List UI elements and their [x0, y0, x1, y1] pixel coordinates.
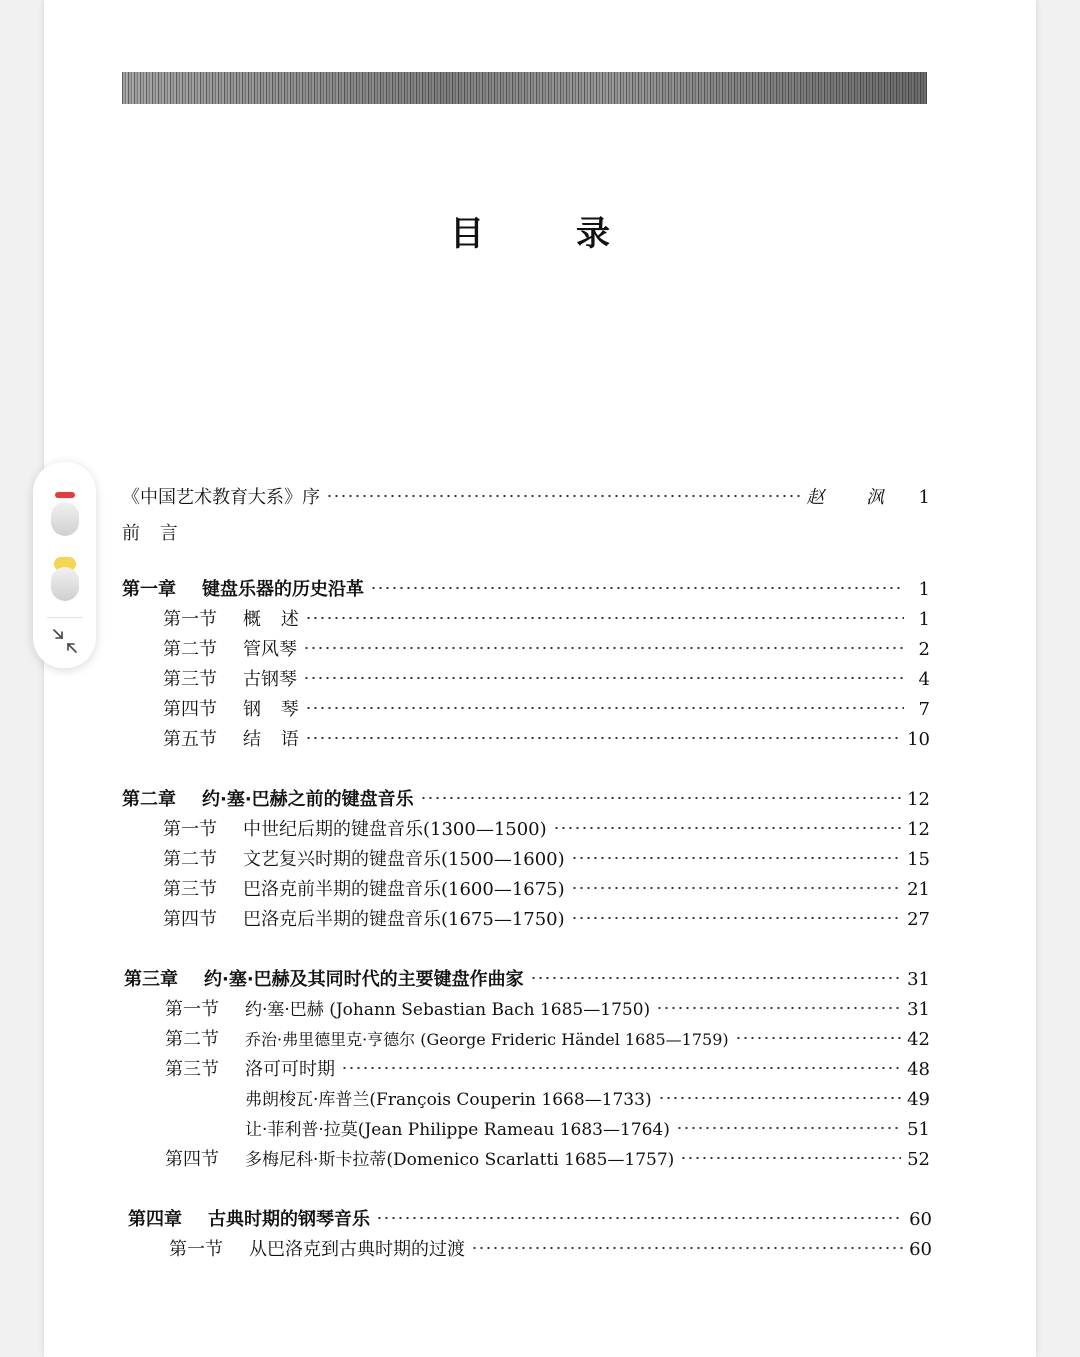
toc-entry-label: 中世纪后期的键盘音乐(1300—1500) — [243, 819, 547, 840]
toc-entry-num: 第四节 — [163, 699, 217, 720]
toc-section[interactable] — [163, 698, 930, 722]
leader-dots — [305, 733, 901, 743]
toc-entry-page: 4 — [918, 669, 930, 690]
toc-entry-label: 《中国艺术教育大系》序 — [122, 487, 320, 508]
toc-section[interactable] — [163, 818, 930, 842]
toc-chapter-3[interactable] — [124, 968, 930, 992]
toc-entry-page: 52 — [907, 1149, 930, 1170]
toc-entry-label: 约·塞·巴赫及其同时代的主要键盘作曲家 — [204, 969, 524, 990]
toc-entry-label: 前 言 — [122, 523, 178, 544]
toc-entry-label: 结 语 — [243, 729, 299, 750]
toc-entry-page: 21 — [907, 879, 930, 900]
leader-dots — [376, 1213, 903, 1223]
leader-dots — [303, 673, 904, 683]
leader-dots — [571, 853, 901, 863]
toc-entry-num: 第四章 — [128, 1209, 182, 1230]
toc-section[interactable] — [165, 998, 930, 1022]
toc-entry-label: 巴洛克后半期的键盘音乐(1675—1750) — [243, 909, 565, 930]
toc-section[interactable] — [165, 1058, 930, 1082]
toc-entry-page: 31 — [907, 999, 930, 1020]
toc-entry-page: 27 — [907, 909, 930, 930]
leader-dots — [571, 883, 901, 893]
leader-dots — [305, 613, 904, 623]
toc-entry-num: 第五节 — [163, 729, 217, 750]
red-cap-bottle-icon[interactable] — [45, 492, 85, 538]
toc-entry-label: 文艺复兴时期的键盘音乐(1500—1600) — [243, 849, 565, 870]
toc-section[interactable] — [165, 1148, 930, 1172]
toc-title-char-2: 录 — [576, 213, 610, 254]
leader-dots — [658, 1093, 902, 1103]
toc-entry-label: 约·塞·巴赫之前的键盘音乐 — [202, 789, 414, 810]
toc-section[interactable] — [165, 1028, 930, 1052]
toc-section[interactable] — [163, 878, 930, 902]
toc-entry-page: 60 — [909, 1239, 932, 1260]
toc-entry-page: 7 — [918, 699, 930, 720]
toc-entry-preface[interactable] — [122, 486, 930, 510]
toc-section[interactable] — [163, 908, 930, 932]
toc-entry-num: 第一节 — [163, 609, 217, 630]
toc-entry-page: 60 — [909, 1209, 932, 1230]
leader-dots — [676, 1123, 901, 1133]
toc-section[interactable] — [169, 1238, 932, 1262]
toc-entry-num: 第二节 — [163, 639, 217, 660]
toc-subsection[interactable] — [245, 1088, 930, 1112]
toc-entry-foreword[interactable] — [122, 522, 322, 546]
toc-entry-num: 第一章 — [122, 579, 176, 600]
toc-chapter-1[interactable] — [122, 578, 930, 602]
toc-entry-label: 洛可可时期 — [245, 1059, 335, 1080]
toc-entry-page: 12 — [907, 789, 930, 810]
toc-entry-num: 第二节 — [163, 849, 217, 870]
toc-entry-num: 第三节 — [163, 669, 217, 690]
toc-entry-page: 12 — [907, 819, 930, 840]
bottle-body — [51, 567, 79, 601]
toc-entry-page: 10 — [907, 729, 930, 750]
toc-section[interactable] — [163, 848, 930, 872]
bottle-body — [51, 502, 79, 536]
leader-dots — [571, 913, 901, 923]
toc-entry-label: 多梅尼科·斯卡拉蒂(Domenico Scarlatti 1685—1757) — [245, 1150, 675, 1170]
toc-entry-label: 从巴洛克到古典时期的过渡 — [249, 1239, 465, 1260]
red-cap — [55, 492, 75, 498]
toc-entry-label: 管风琴 — [243, 639, 297, 660]
toc-entry-label: 古钢琴 — [243, 669, 297, 690]
leader-dots — [656, 1003, 901, 1013]
toc-entry-num: 第二节 — [165, 1029, 219, 1050]
leader-dots — [471, 1243, 903, 1253]
toc-title-char-1: 目 — [450, 213, 484, 254]
toc-entry-num: 第一节 — [169, 1239, 223, 1260]
toc-entry-page: 49 — [907, 1089, 930, 1110]
toc-entry-label: 古典时期的钢琴音乐 — [208, 1209, 370, 1230]
leader-dots — [735, 1033, 901, 1043]
toc-entry-num: 第一节 — [165, 999, 219, 1020]
toc-entry-page: 48 — [907, 1059, 930, 1080]
collapse-arrows-icon[interactable] — [52, 628, 78, 654]
toc-entry-num: 第四节 — [163, 909, 217, 930]
leader-dots — [370, 583, 904, 593]
leader-dots — [420, 793, 901, 803]
toc-chapter-4[interactable] — [128, 1208, 932, 1232]
toc-entry-page: 31 — [907, 969, 930, 990]
leader-dots — [326, 491, 800, 501]
scanned-header-band — [122, 72, 927, 104]
toc-entry-author: 赵 沨 — [806, 487, 902, 508]
arrow-stroke — [68, 644, 76, 652]
toc-entry-num: 第一节 — [163, 819, 217, 840]
toc-entry-num: 第二章 — [122, 789, 176, 810]
toc-chapter-2[interactable] — [122, 788, 930, 812]
toc-section[interactable] — [163, 638, 930, 662]
toc-entry-num: 第三章 — [124, 969, 178, 990]
toc-entry-page: 42 — [907, 1029, 930, 1050]
toc-subsection[interactable] — [245, 1118, 930, 1142]
arrow-stroke — [54, 630, 62, 638]
toc-section[interactable] — [163, 728, 930, 752]
toc-entry-page: 51 — [907, 1119, 930, 1140]
toc-entry-num: 第三节 — [165, 1059, 219, 1080]
yellow-cap-bottle-icon[interactable] — [45, 557, 85, 603]
toc-entry-label: 弗朗梭瓦·库普兰(François Couperin 1668—1733) — [245, 1090, 652, 1110]
leader-dots — [305, 703, 904, 713]
toc-entry-page: 1 — [918, 579, 930, 600]
toc-entry-page: 1 — [918, 609, 930, 630]
toc-entry-page: 1 — [918, 487, 930, 508]
leader-dots — [341, 1063, 901, 1073]
toc-section[interactable] — [163, 668, 930, 692]
toc-entry-label: 约·塞·巴赫 (Johann Sebastian Bach 1685—1750) — [245, 1000, 651, 1020]
toc-entry-num: 第四节 — [165, 1149, 219, 1170]
panel-divider — [47, 617, 83, 618]
toc-entry-page: 2 — [918, 639, 930, 660]
toc-section[interactable] — [163, 608, 930, 632]
toc-entry-label: 乔治·弗里德里克·亨德尔 (George Frideric Händel 1685—1759) — [245, 1030, 729, 1049]
toc-entry-page: 15 — [907, 849, 930, 870]
toc-entry-label: 概 述 — [243, 609, 299, 630]
toc-entry-label: 钢 琴 — [243, 699, 299, 720]
leader-dots — [680, 1153, 901, 1163]
toc-entry-label: 让·菲利普·拉莫(Jean Philippe Rameau 1683—1764) — [245, 1120, 670, 1140]
leader-dots — [553, 823, 901, 833]
toc-entry-num: 第三节 — [163, 879, 217, 900]
leader-dots — [303, 643, 904, 653]
leader-dots — [530, 973, 901, 983]
toc-entry-label: 巴洛克前半期的键盘音乐(1600—1675) — [243, 879, 565, 900]
toc-entry-label: 键盘乐器的历史沿革 — [202, 579, 364, 600]
toc-title — [450, 205, 610, 255]
